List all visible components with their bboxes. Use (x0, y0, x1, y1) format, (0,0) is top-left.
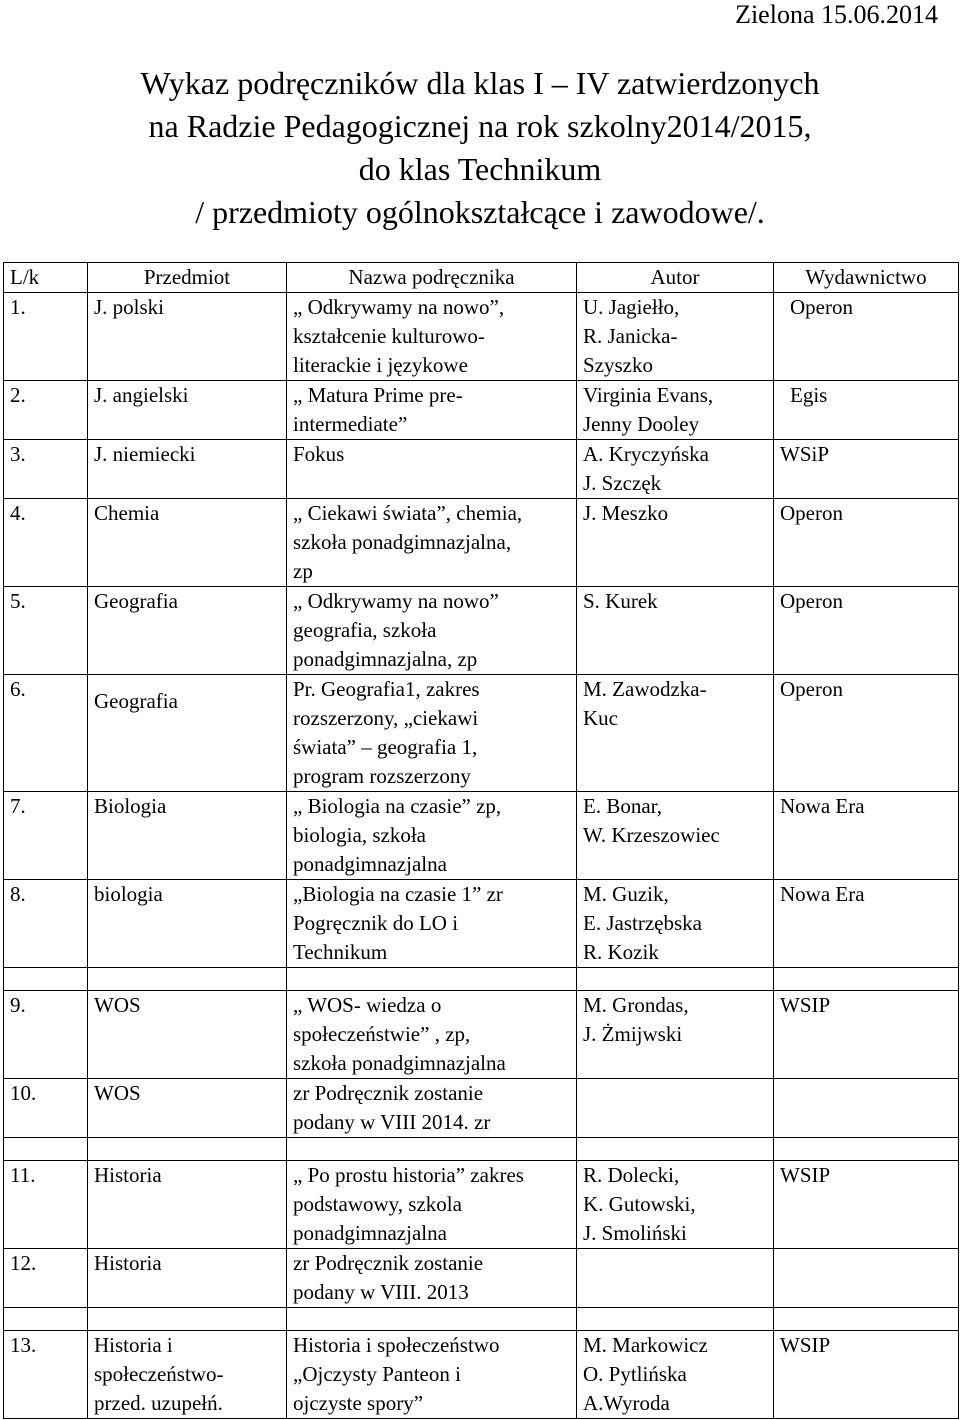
cell-no: 4. (4, 499, 88, 587)
table-row (4, 381, 959, 440)
title-line: „ Po prostu historia” zakres (293, 1163, 524, 1187)
author-line: M. Markowicz (583, 1333, 708, 1357)
header-publisher: Wydawnictwo (774, 263, 959, 293)
author-line: K. Gutowski, (583, 1192, 696, 1216)
cell-author (577, 587, 774, 675)
cell-title (287, 792, 577, 880)
cell-publisher: Nowa Era (774, 880, 959, 968)
cell-subject: J. angielski (88, 381, 287, 440)
cell-no: 5. (4, 587, 88, 675)
spacer-cell (774, 968, 959, 991)
cell-author (577, 1249, 774, 1308)
cell-subject: Chemia (88, 499, 287, 587)
spacer-cell (577, 1138, 774, 1161)
title-line: literackie i językowe (293, 353, 468, 377)
title-line: ponadgimnazjalna, zp (293, 647, 478, 671)
table-row (4, 440, 959, 499)
cell-author (577, 293, 774, 381)
cell-title (287, 991, 577, 1079)
cell-subject: biologia (88, 880, 287, 968)
author-line: J. Meszko (583, 501, 669, 525)
spacer-cell (287, 1138, 577, 1161)
cell-subject: Biologia (88, 792, 287, 880)
author-line: M. Guzik, (583, 882, 669, 906)
spacer-cell (774, 1138, 959, 1161)
cell-no: 6. (4, 675, 88, 792)
cell-no: 2. (4, 381, 88, 440)
title-line: społeczeństwie” , zp, (293, 1022, 471, 1046)
cell-subject: Geografia (88, 587, 287, 675)
title-line: ponadgimnazjalna (293, 852, 447, 876)
title-line: geografia, szkoła (293, 618, 437, 642)
cell-no: 10. (4, 1079, 88, 1138)
cell-author (577, 440, 774, 499)
table-row (4, 587, 959, 675)
row-spacer (4, 968, 959, 991)
title-line: Historia i społeczeństwo (293, 1333, 500, 1357)
cell-author (577, 1161, 774, 1249)
author-line: U. Jagiełło, (583, 295, 680, 319)
document-date: Zielona 15.06.2014 (735, 0, 938, 29)
cell-title (287, 1161, 577, 1249)
header-no: L/k (4, 263, 88, 293)
cell-no: 3. (4, 440, 88, 499)
cell-no: 7. (4, 792, 88, 880)
title-line: ojczyste spory” (293, 1391, 424, 1415)
table-row (4, 1331, 959, 1419)
title-line: intermediate” (293, 412, 408, 436)
title-line: Technikum (293, 940, 388, 964)
title-line: „ Biologia na czasie” zp, (293, 794, 502, 818)
author-line: Kuc (583, 706, 618, 730)
cell-subject: Historia (88, 1249, 287, 1308)
cell-title (287, 880, 577, 968)
cell-publisher: WSIP (774, 1331, 959, 1419)
title-line: Fokus (293, 442, 345, 466)
cell-publisher: Nowa Era (774, 792, 959, 880)
author-line: Jenny Dooley (583, 412, 700, 436)
table-row (4, 1249, 959, 1308)
cell-publisher: Operon (774, 293, 959, 381)
spacer-cell (88, 1138, 287, 1161)
cell-author (577, 1331, 774, 1419)
title-line: program rozszerzony (293, 764, 471, 788)
title-line: szkoła ponadgimnazjalna, (293, 530, 512, 554)
author-line: M. Grondas, (583, 993, 689, 1017)
cell-title (287, 587, 577, 675)
cell-author (577, 381, 774, 440)
title-line: podany w VIII 2014. zr (293, 1110, 491, 1134)
title-line: podany w VIII. 2013 (293, 1280, 469, 1304)
author-line: J. Smoliński (583, 1221, 687, 1245)
table-row (4, 792, 959, 880)
author-line: S. Kurek (583, 589, 658, 613)
title-line: / przedmioty ogólnokształcące i zawodowe/. (195, 194, 765, 230)
table-row (4, 1161, 959, 1249)
author-line: Virginia Evans, (583, 383, 714, 407)
spacer-cell (4, 1138, 88, 1161)
author-line: R. Dolecki, (583, 1163, 680, 1187)
cell-title (287, 440, 577, 499)
spacer-cell (88, 968, 287, 991)
title-line: biologia, szkoła (293, 823, 426, 847)
title-line: szkoła ponadgimnazjalna (293, 1051, 506, 1075)
cell-author (577, 991, 774, 1079)
spacer-cell (4, 968, 88, 991)
document-title (0, 62, 960, 234)
row-spacer (4, 1308, 959, 1331)
table-header-row (4, 263, 959, 293)
cell-author (577, 880, 774, 968)
title-line: świata” – geografia 1, (293, 735, 478, 759)
title-line: na Radzie Pedagogicznej na rok szkolny2014/2015, (148, 108, 812, 144)
table-row (4, 1079, 959, 1138)
title-line: Wykaz podręczników dla klas I – IV zatwierdzonych (140, 65, 820, 101)
cell-title (287, 1331, 577, 1419)
cell-subject: J. polski (88, 293, 287, 381)
author-line: O. Pytlińska (583, 1362, 687, 1386)
title-line: zr Podręcznik zostanie (293, 1251, 484, 1275)
table-row (4, 991, 959, 1079)
cell-no: 12. (4, 1249, 88, 1308)
cell-publisher: Operon (774, 675, 959, 792)
cell-title (287, 675, 577, 792)
title-line: ponadgimnazjalna (293, 1221, 447, 1245)
title-line: „ Odkrywamy na nowo” (293, 589, 499, 613)
subject-line: społeczeństwo- (94, 1362, 224, 1386)
cell-publisher: Operon (774, 587, 959, 675)
header-author: Autor (577, 263, 774, 293)
title-line: zp (293, 559, 313, 583)
title-line: Pr. Geografia1, zakres (293, 677, 480, 701)
spacer-cell (4, 1308, 88, 1331)
cell-no: 8. (4, 880, 88, 968)
cell-publisher: WSIP (774, 1161, 959, 1249)
cell-author (577, 1079, 774, 1138)
spacer-cell (774, 1308, 959, 1331)
cell-publisher (774, 1079, 959, 1138)
table-body (4, 293, 959, 1419)
cell-no: 13. (4, 1331, 88, 1419)
cell-author (577, 675, 774, 792)
cell-subject: J. niemiecki (88, 440, 287, 499)
header-title: Nazwa podręcznika (287, 263, 577, 293)
title-line: rozszerzony, „ciekawi (293, 706, 479, 730)
author-line: R. Janicka- (583, 324, 678, 348)
cell-author (577, 792, 774, 880)
cell-no: 11. (4, 1161, 88, 1249)
cell-title (287, 1249, 577, 1308)
table-row (4, 499, 959, 587)
cell-no: 1. (4, 293, 88, 381)
cell-author (577, 499, 774, 587)
title-line: „Ojczysty Panteon i (293, 1362, 461, 1386)
cell-publisher: Egis (774, 381, 959, 440)
cell-subject (88, 1331, 287, 1419)
title-line: „ Ciekawi świata”, chemia, (293, 501, 523, 525)
title-line: podstawowy, szkola (293, 1192, 462, 1216)
author-line: E. Jastrzębska (583, 911, 702, 935)
cell-subject: WOS (88, 991, 287, 1079)
subject-line: przed. uzupełń. (94, 1391, 223, 1415)
cell-no: 9. (4, 991, 88, 1079)
author-line: A.Wyroda (583, 1391, 670, 1415)
author-line: E. Bonar, (583, 794, 663, 818)
cell-title (287, 1079, 577, 1138)
subject-line: Historia i (94, 1333, 173, 1357)
header-subject: Przedmiot (88, 263, 287, 293)
title-line: „ Matura Prime pre- (293, 383, 463, 407)
spacer-cell (287, 1308, 577, 1331)
cell-title (287, 381, 577, 440)
author-line: R. Kozik (583, 940, 659, 964)
title-line: „Biologia na czasie 1” zr (293, 882, 503, 906)
cell-publisher (774, 1249, 959, 1308)
author-line: Szyszko (583, 353, 653, 377)
spacer-cell (577, 1308, 774, 1331)
author-line: J. Szczęk (583, 471, 662, 495)
cell-publisher: WSIP (774, 991, 959, 1079)
title-line: „ Odkrywamy na nowo”, (293, 295, 505, 319)
title-line: kształcenie kulturowo- (293, 324, 485, 348)
textbook-table (3, 262, 959, 1419)
title-line: Pogręcznik do LO i (293, 911, 459, 935)
cell-title (287, 499, 577, 587)
author-line: A. Kryczyńska (583, 442, 709, 466)
row-spacer (4, 1138, 959, 1161)
cell-title (287, 293, 577, 381)
spacer-cell (287, 968, 577, 991)
cell-subject: Historia (88, 1161, 287, 1249)
cell-subject: WOS (88, 1079, 287, 1138)
author-line: W. Krzeszowiec (583, 823, 720, 847)
author-line: M. Zawodzka- (583, 677, 707, 701)
title-line: zr Podręcznik zostanie (293, 1081, 484, 1105)
spacer-cell (88, 1308, 287, 1331)
spacer-cell (577, 968, 774, 991)
cell-publisher: WSiP (774, 440, 959, 499)
cell-publisher: Operon (774, 499, 959, 587)
title-line: do klas Technikum (358, 151, 602, 187)
table-row (4, 675, 959, 792)
table-row (4, 293, 959, 381)
author-line: J. Żmijwski (583, 1022, 683, 1046)
table-row (4, 880, 959, 968)
cell-subject: Geografia (88, 675, 287, 792)
title-line: „ WOS- wiedza o (293, 993, 442, 1017)
